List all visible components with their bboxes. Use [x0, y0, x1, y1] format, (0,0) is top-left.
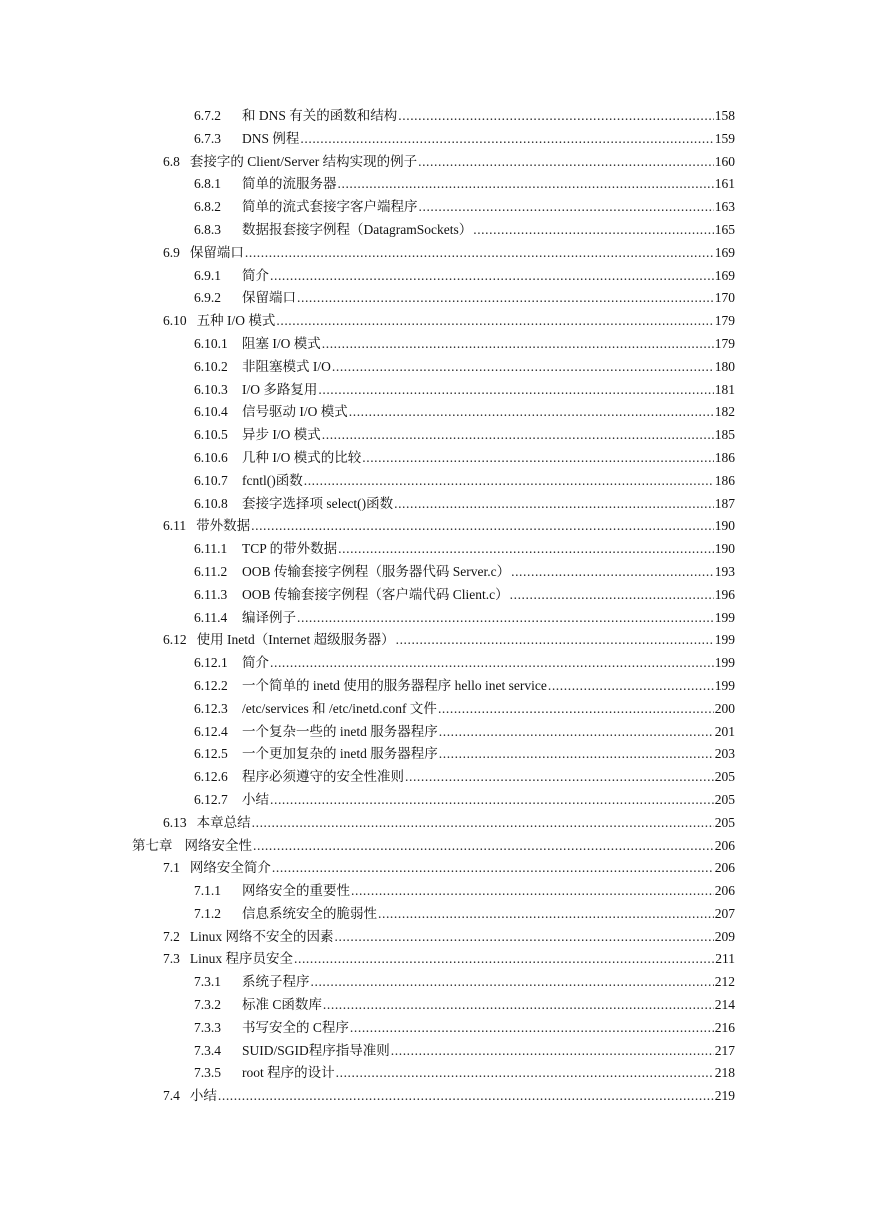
- toc-entry: [0, 287, 870, 310]
- toc-entry-page-number: 186: [714, 472, 735, 488]
- toc-entry-title: 一个更加复杂的 inetd 服务器程序: [242, 746, 438, 762]
- toc-entry-title: 数据报套接字例程（DatagramSockets）: [242, 221, 473, 237]
- toc-entry-number: 6.10.1: [194, 335, 228, 351]
- toc-entry-title: 标准 C函数库: [242, 997, 322, 1013]
- toc-entry: [0, 561, 870, 584]
- toc-dot-leader: [322, 333, 714, 356]
- toc-entry-page-number: 161: [714, 176, 735, 192]
- toc-entry-title: 本章总结: [196, 814, 251, 830]
- toc-entry-number: 6.11.3: [194, 586, 228, 602]
- toc-entry-title: OOB 传输套接字例程（服务器代码 Server.c）: [242, 563, 511, 579]
- toc-entry-page-number: 199: [714, 632, 735, 648]
- toc-dot-leader: [398, 105, 713, 128]
- toc-dot-leader: [270, 789, 714, 812]
- toc-dot-leader: [378, 903, 714, 926]
- toc-dot-leader: [252, 812, 714, 835]
- toc-entry-title: fcntl()函数: [242, 472, 303, 488]
- toc-entry: [0, 926, 870, 949]
- toc-entry: [0, 401, 870, 424]
- toc-entry-number: 6.10.6: [194, 449, 228, 465]
- toc-entry-number: 6.8.3: [194, 221, 221, 237]
- toc-dot-leader: [405, 766, 714, 789]
- toc-entry: [0, 994, 870, 1017]
- toc-entry-number: 7.1: [163, 860, 180, 876]
- toc-entry-title: 网络安全简介: [189, 860, 271, 876]
- toc-entry-page-number: 205: [714, 791, 735, 807]
- toc-dot-leader: [297, 607, 714, 630]
- toc-entry-title: 简介: [242, 267, 269, 283]
- toc-entry-number: 6.10: [163, 313, 187, 329]
- toc-entry-page-number: 169: [714, 244, 735, 260]
- toc-entry: [0, 173, 870, 196]
- toc-entry-number: 6.12: [163, 632, 187, 648]
- toc-entry-number: 7.1.2: [194, 905, 221, 921]
- toc-entry-page-number: 203: [714, 746, 735, 762]
- toc-entry-title: 带外数据: [196, 518, 251, 534]
- toc-entry-title: 编译例子: [242, 609, 296, 625]
- toc-entry-page-number: 190: [714, 541, 735, 557]
- toc-entry-title: /etc/services 和 /etc/inetd.conf 文件: [242, 700, 437, 716]
- toc-entry-number: 6.12.6: [194, 769, 228, 785]
- toc-entry-title: 小结: [242, 791, 269, 807]
- toc-dot-leader: [338, 538, 714, 561]
- table-of-contents: [0, 105, 870, 1108]
- toc-dot-leader: [272, 857, 714, 880]
- toc-dot-leader: [351, 880, 714, 903]
- toc-entry-number: 6.13: [163, 814, 187, 830]
- toc-entry-page-number: 185: [714, 427, 735, 443]
- toc-entry-number: 6.11.1: [194, 541, 228, 557]
- toc-dot-leader: [294, 948, 714, 971]
- toc-entry-page-number: 187: [714, 495, 735, 511]
- toc-entry: [0, 766, 870, 789]
- toc-entry-page-number: 206: [714, 883, 735, 899]
- toc-entry-number: 6.10.8: [194, 495, 228, 511]
- toc-entry-page-number: 190: [714, 518, 735, 534]
- toc-entry-number: 6.11: [163, 518, 187, 534]
- toc-entry-page-number: 214: [714, 997, 735, 1013]
- toc-dot-leader: [251, 515, 714, 538]
- toc-dot-leader: [548, 675, 714, 698]
- toc-dot-leader: [276, 310, 713, 333]
- toc-entry-number: 6.12.3: [194, 700, 228, 716]
- toc-entry-title: 程序必须遵守的安全性准则: [242, 769, 404, 785]
- toc-entry-title: 信息系统安全的脆弱性: [242, 905, 377, 921]
- toc-entry: [0, 470, 870, 493]
- toc-entry-number: 6.8: [163, 153, 180, 169]
- toc-entry: [0, 493, 870, 516]
- toc-entry-number: 7.3: [163, 951, 180, 967]
- toc-entry: [0, 789, 870, 812]
- toc-entry-page-number: 211: [715, 951, 735, 967]
- toc-entry: [0, 105, 870, 128]
- toc-entry-page-number: 169: [714, 267, 735, 283]
- toc-entry-title: 异步 I/O 模式: [242, 427, 321, 443]
- toc-entry-number: 7.1.1: [194, 883, 221, 899]
- toc-dot-leader: [511, 561, 714, 584]
- toc-entry-title: 套接字的 Client/Server 结构实现的例子: [189, 153, 418, 169]
- toc-entry-number: 6.10.2: [194, 358, 228, 374]
- toc-entry-number: 6.10.4: [194, 404, 228, 420]
- toc-dot-leader: [419, 196, 714, 219]
- toc-entry: [0, 607, 870, 630]
- toc-dot-leader: [300, 128, 713, 151]
- toc-entry: [0, 903, 870, 926]
- toc-entry: [0, 424, 870, 447]
- toc-entry-title: 使用 Inetd（Internet 超级服务器）: [196, 632, 395, 648]
- toc-entry-page-number: 158: [714, 108, 735, 123]
- toc-entry-title: 小结: [189, 1088, 217, 1104]
- toc-entry: [0, 698, 870, 721]
- toc-entry-page-number: 179: [714, 335, 735, 351]
- toc-entry-title: 一个简单的 inetd 使用的服务器程序 hello inet service: [242, 677, 547, 693]
- toc-entry-page-number: 160: [714, 153, 735, 169]
- toc-entry-number: 7.3.5: [194, 1065, 221, 1081]
- toc-entry-title: 套接字选择项 select()函数: [242, 495, 394, 511]
- toc-entry-page-number: 180: [714, 358, 735, 374]
- toc-entry-number: 7.3.1: [194, 974, 221, 990]
- toc-entry-number: 7.4: [163, 1088, 180, 1104]
- toc-dot-leader: [218, 1085, 714, 1108]
- toc-entry-title: 保留端口: [189, 244, 244, 260]
- toc-entry-page-number: 196: [714, 586, 735, 602]
- toc-entry-page-number: 206: [714, 837, 735, 853]
- toc-entry-title: 和 DNS 有关的函数和结构: [242, 108, 398, 123]
- toc-entry-title: 书写安全的 C程序: [242, 1019, 349, 1035]
- toc-entry: [0, 652, 870, 675]
- toc-dot-leader: [336, 1062, 714, 1085]
- toc-dot-leader: [391, 1040, 714, 1063]
- toc-entry-number: 6.8.2: [194, 199, 221, 215]
- toc-entry-number: 6.7.3: [194, 130, 221, 146]
- toc-entry-number: 6.12.4: [194, 723, 228, 739]
- toc-entry: [0, 128, 870, 151]
- toc-entry-title: 简单的流服务器: [242, 176, 337, 192]
- toc-dot-leader: [245, 242, 714, 265]
- toc-dot-leader: [438, 698, 714, 721]
- toc-entry-page-number: 217: [714, 1042, 735, 1058]
- toc-dot-leader: [362, 447, 714, 470]
- toc-entry-title: 信号驱动 I/O 模式: [242, 404, 348, 420]
- toc-entry-number: 6.12.2: [194, 677, 228, 693]
- toc-entry-number: 6.9.1: [194, 267, 221, 283]
- toc-entry-page-number: 182: [714, 404, 735, 420]
- toc-entry: [0, 151, 870, 174]
- toc-entry-title: 简介: [242, 655, 269, 671]
- toc-entry-page-number: 170: [714, 290, 735, 306]
- toc-entry-number: 7.2: [163, 928, 180, 944]
- toc-entry-title: TCP 的带外数据: [242, 541, 338, 557]
- toc-entry-title: 系统子程序: [242, 974, 310, 990]
- toc-entry-page-number: 205: [714, 814, 735, 830]
- toc-entry-title: SUID/SGID程序指导准则: [242, 1042, 390, 1058]
- toc-entry-title: 几种 I/O 模式的比较: [242, 449, 362, 465]
- toc-entry-title: 非阻塞模式 I/O: [242, 358, 331, 374]
- toc-entry-page-number: 179: [714, 313, 735, 329]
- toc-dot-leader: [318, 379, 713, 402]
- toc-dot-leader: [510, 584, 714, 607]
- toc-entry: [0, 310, 870, 333]
- toc-entry-number: 7.3.2: [194, 997, 221, 1013]
- toc-dot-leader: [394, 493, 714, 516]
- toc-entry: [0, 629, 870, 652]
- toc-entry-number: 6.11.2: [194, 563, 228, 579]
- toc-entry-title: OOB 传输套接字例程（客户端代码 Client.c）: [242, 586, 509, 602]
- toc-entry-page-number: 216: [714, 1019, 735, 1035]
- toc-entry: [0, 721, 870, 744]
- toc-entry-page-number: 193: [714, 563, 735, 579]
- toc-entry: [0, 948, 870, 971]
- toc-entry-page-number: 199: [714, 609, 735, 625]
- toc-entry: [0, 675, 870, 698]
- toc-dot-leader: [396, 629, 714, 652]
- toc-entry: [0, 333, 870, 356]
- toc-entry-title: Linux 程序员安全: [189, 951, 293, 967]
- toc-dot-leader: [253, 835, 714, 858]
- toc-entry-title: DNS 例程: [242, 130, 300, 146]
- toc-dot-leader: [311, 971, 714, 994]
- toc-entry: [0, 538, 870, 561]
- toc-entry-title: 网络安全的重要性: [242, 883, 350, 899]
- toc-dot-leader: [270, 652, 714, 675]
- toc-entry-title: 简单的流式套接字客户端程序: [242, 199, 418, 215]
- toc-entry: [0, 379, 870, 402]
- toc-entry: [0, 971, 870, 994]
- toc-dot-leader: [322, 424, 714, 447]
- toc-entry-number: 6.9.2: [194, 290, 221, 306]
- toc-dot-leader: [332, 356, 714, 379]
- toc-dot-leader: [473, 219, 714, 242]
- toc-entry: [0, 447, 870, 470]
- toc-entry: [0, 356, 870, 379]
- toc-entry-page-number: 206: [714, 860, 735, 876]
- toc-entry-page-number: 181: [714, 381, 735, 397]
- toc-entry-number: 6.10.7: [194, 472, 228, 488]
- toc-dot-leader: [338, 173, 714, 196]
- toc-entry-page-number: 201: [714, 723, 735, 739]
- toc-entry: [0, 1040, 870, 1063]
- toc-dot-leader: [304, 470, 714, 493]
- toc-dot-leader: [350, 1017, 714, 1040]
- toc-dot-leader: [297, 287, 714, 310]
- toc-entry-page-number: 163: [714, 199, 735, 215]
- toc-dot-leader: [323, 994, 714, 1017]
- toc-entry-page-number: 209: [714, 928, 735, 944]
- toc-entry: [0, 880, 870, 903]
- toc-entry-page-number: 199: [714, 655, 735, 671]
- toc-entry-title: root 程序的设计: [242, 1065, 335, 1081]
- toc-entry: [0, 812, 870, 835]
- toc-entry-number: 6.12.1: [194, 655, 228, 671]
- toc-entry-page-number: 219: [714, 1088, 735, 1104]
- toc-entry-page-number: 212: [714, 974, 735, 990]
- toc-entry: [0, 584, 870, 607]
- toc-entry-page-number: 200: [714, 700, 735, 716]
- toc-entry-number: 6.11.4: [194, 609, 228, 625]
- toc-entry-title: 五种 I/O 模式: [196, 313, 276, 329]
- toc-entry-number: 6.7.2: [194, 108, 221, 123]
- toc-entry-number: 6.12.7: [194, 791, 228, 807]
- toc-entry-title: 一个复杂一些的 inetd 服务器程序: [242, 723, 438, 739]
- toc-entry-page-number: 165: [714, 221, 735, 237]
- toc-entry: [0, 1062, 870, 1085]
- toc-entry-page-number: 159: [714, 130, 735, 146]
- toc-entry-number: 7.3.4: [194, 1042, 221, 1058]
- toc-entry: [0, 835, 870, 858]
- toc-entry-page-number: 199: [714, 677, 735, 693]
- toc-entry-title: 保留端口: [242, 290, 296, 306]
- toc-entry-page-number: 218: [714, 1065, 735, 1081]
- toc-entry-number: 6.10.3: [194, 381, 228, 397]
- toc-entry-number: 6.12.5: [194, 746, 228, 762]
- toc-entry: [0, 265, 870, 288]
- toc-dot-leader: [439, 721, 714, 744]
- toc-entry: [0, 242, 870, 265]
- toc-entry: [0, 1017, 870, 1040]
- toc-entry-title: 阻塞 I/O 模式: [242, 335, 321, 351]
- toc-entry: [0, 196, 870, 219]
- toc-dot-leader: [349, 401, 714, 424]
- toc-entry-number: 第七章: [132, 837, 173, 853]
- toc-entry-number: 6.8.1: [194, 176, 221, 192]
- toc-entry-number: 7.3.3: [194, 1019, 221, 1035]
- toc-entry-title: I/O 多路复用: [242, 381, 318, 397]
- toc-dot-leader: [335, 926, 714, 949]
- toc-entry: [0, 857, 870, 880]
- toc-entry-title: Linux 网络不安全的因素: [189, 928, 334, 944]
- toc-dot-leader: [270, 265, 714, 288]
- toc-entry-number: 6.10.5: [194, 427, 228, 443]
- toc-entry: [0, 515, 870, 538]
- toc-entry-title: 网络安全性: [184, 837, 252, 853]
- toc-dot-leader: [439, 743, 714, 766]
- toc-entry-number: 6.9: [163, 244, 180, 260]
- toc-entry: [0, 219, 870, 242]
- toc-entry-page-number: 207: [714, 905, 735, 921]
- toc-entry: [0, 1085, 870, 1108]
- toc-entry: [0, 743, 870, 766]
- toc-entry-page-number: 205: [714, 769, 735, 785]
- toc-dot-leader: [418, 151, 714, 174]
- toc-entry-page-number: 186: [714, 449, 735, 465]
